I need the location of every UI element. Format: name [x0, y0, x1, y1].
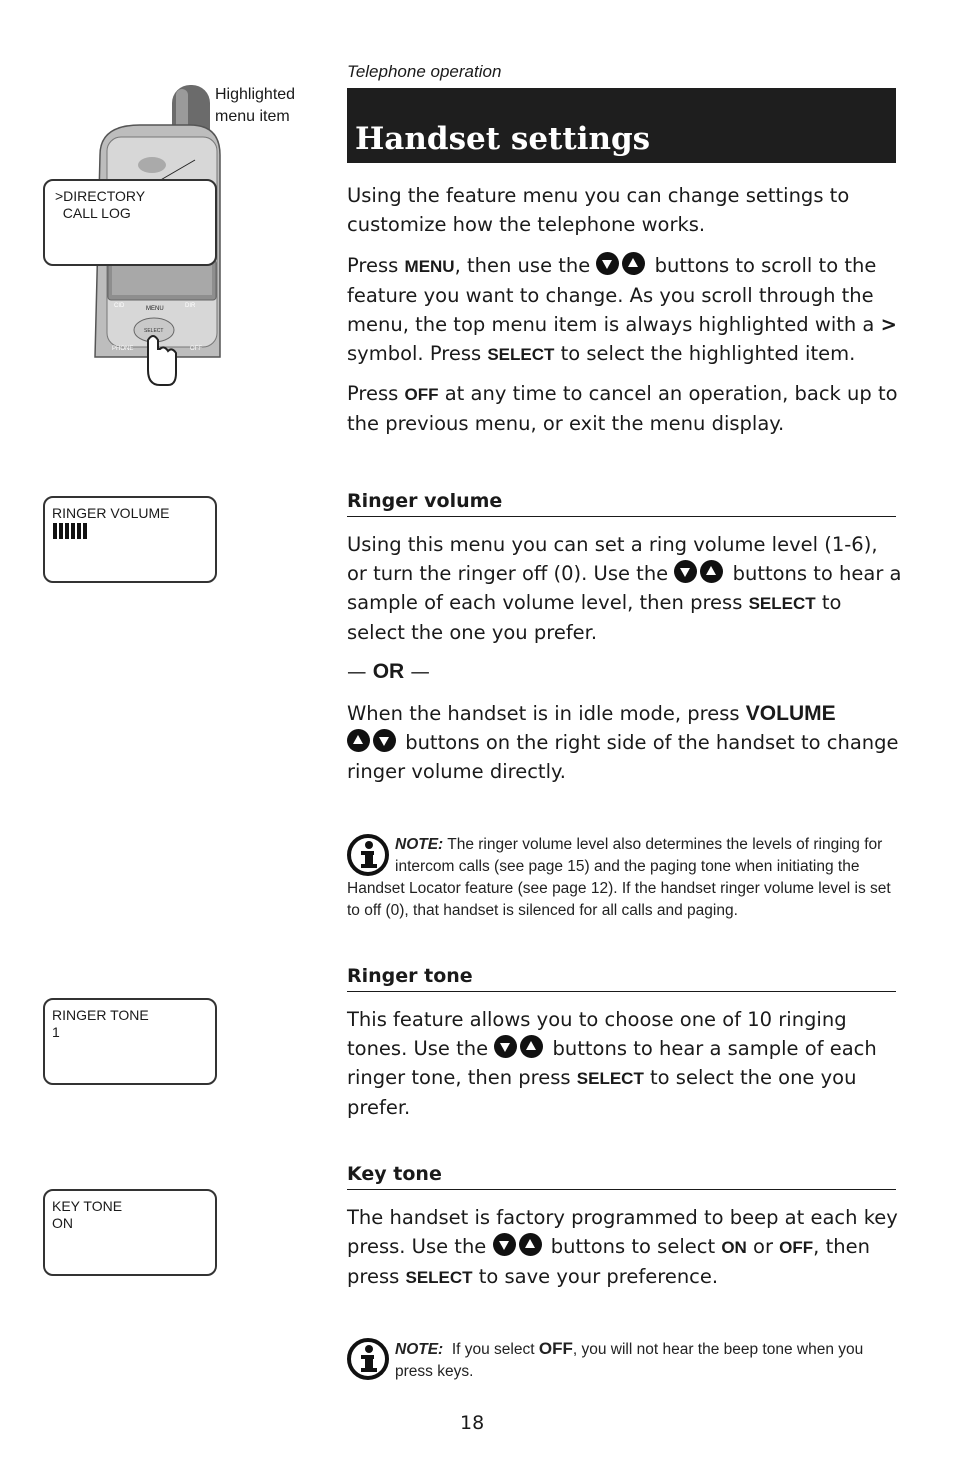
intro-paragraph-3: [347, 379, 902, 438]
text: This feature allows you to choose one of 10 ringing tones. Use the: [347, 1008, 847, 1060]
key-label-cid: CID: [114, 303, 125, 309]
note-label: NOTE:: [395, 836, 444, 853]
down-arrow-icon: [493, 1233, 516, 1256]
title-bar: [347, 88, 896, 163]
volume-bar: [65, 523, 69, 539]
or-label: OR: [372, 660, 405, 683]
down-arrow-icon: [596, 252, 619, 275]
text: When the handset is in idle mode, press: [347, 702, 746, 725]
intro-paragraph-1: Using the feature menu you can change settings to customize how the telephone works.: [347, 184, 850, 236]
volume-bar: [77, 523, 81, 539]
key-label-menu: MENU: [146, 306, 164, 312]
ringer-tone-screen: [43, 998, 217, 1085]
ringer-tone-paragraph: [347, 1005, 902, 1122]
screen-line2: 1: [52, 1024, 60, 1040]
callout-line1: Highlighted: [215, 86, 296, 103]
volume-bars: [53, 523, 87, 539]
screen-line2: CALL LOG: [55, 205, 131, 221]
text: , then press: [347, 1235, 870, 1288]
on-key: ON: [721, 1238, 747, 1257]
up-arrow-icon: [520, 1035, 543, 1058]
key-label-select: SELECT: [144, 328, 164, 334]
ringer-volume-note: [347, 834, 897, 922]
info-icon: [347, 834, 389, 878]
screen-line1: RINGER TONE: [52, 1007, 149, 1023]
select-key-label: SELECT: [405, 1268, 473, 1287]
down-arrow-icon: [674, 560, 697, 583]
screen-line1: KEY TONE: [52, 1198, 123, 1214]
note-text: The ringer volume level also determines the levels of ringing for intercom calls (see page 15) and the paging tone when initiating the Handset Locator feature (see page 12). If the handset ringer volume level is set to off (0), that handset is silenced for all calls and paging.: [347, 836, 891, 919]
note-text: , you will not hear the beep tone when you press keys.: [395, 1341, 864, 1380]
up-arrow-icon: [347, 729, 370, 752]
volume-bar: [83, 523, 87, 539]
key-tone-paragraph: [347, 1203, 902, 1292]
select-key-label: SELECT: [487, 345, 555, 364]
key-label-off: OFF: [190, 346, 202, 352]
page-title: Handset settings: [355, 121, 651, 157]
info-icon: [347, 1338, 389, 1382]
text: at any time to cancel an operation, back up to the previous menu, or exit the menu display.: [347, 382, 898, 435]
key-label-phone: PHONE: [112, 346, 134, 352]
screen-line2: ON: [52, 1215, 73, 1231]
text: Press: [347, 382, 405, 405]
text: Using this menu you can set a ring volume level (1-6), or turn the ringer off (0). Use the: [347, 533, 878, 585]
page-number: 18: [460, 1412, 485, 1434]
text: —: [347, 660, 373, 683]
text: symbol. Press: [347, 342, 488, 365]
text: to select the one you prefer.: [347, 591, 842, 644]
volume-key: VOLUME: [745, 702, 836, 725]
ringer-volume-heading: Ringer volume: [347, 490, 896, 517]
off-key: OFF: [538, 1339, 573, 1358]
up-arrow-icon: [622, 252, 645, 275]
text: , then use the: [454, 254, 597, 277]
text: Press: [347, 254, 405, 277]
text: to select the one you prefer.: [347, 1066, 857, 1119]
ringer-tone-heading: Ringer tone: [347, 965, 896, 992]
volume-bar: [59, 523, 63, 539]
key-tone-screen: [43, 1189, 217, 1276]
text: buttons to select: [544, 1235, 722, 1258]
earpiece: [138, 157, 166, 173]
callout-label: [215, 84, 295, 128]
screen-line1: >DIRECTORY: [55, 188, 146, 204]
up-arrow-icon: [519, 1233, 542, 1256]
ringer-volume-paragraph-1: [347, 530, 902, 647]
down-arrow-icon: [373, 729, 396, 752]
select-key-label: SELECT: [576, 1069, 644, 1088]
note-text: If you select: [443, 1341, 539, 1358]
text: buttons to hear a sample of each volume level, then press: [347, 562, 902, 614]
screen-line1: RINGER VOLUME: [52, 505, 170, 521]
text: buttons on the right side of the handset to change ringer volume directly.: [347, 731, 899, 783]
handset-lcd-glass: [112, 265, 212, 295]
volume-bar: [53, 523, 57, 539]
key-tone-heading: Key tone: [347, 1163, 896, 1190]
menu-key: MENU: [404, 257, 455, 276]
callout-line2: menu item: [215, 108, 290, 125]
text: to save your preference.: [472, 1265, 719, 1288]
note-label: NOTE:: [395, 1341, 444, 1358]
text: buttons to scroll to the feature you want to change. As you scroll through the menu, the top menu item is always highlighted with a: [347, 254, 881, 336]
down-arrow-icon: [494, 1035, 517, 1058]
text: or: [746, 1235, 780, 1258]
directory-screen: [43, 179, 217, 266]
ringer-volume-paragraph-2: [347, 699, 902, 786]
or-divider: [347, 657, 902, 686]
volume-bar: [71, 523, 75, 539]
select-key-label: SELECT: [748, 594, 816, 613]
text: buttons to hear a sample of each ringer tone, then press: [347, 1037, 877, 1089]
off-key: OFF: [404, 385, 439, 404]
text: —: [404, 660, 430, 683]
key-label-dir: DIR: [185, 303, 196, 309]
intro-paragraph-2: [347, 251, 902, 369]
off-key: OFF: [779, 1238, 814, 1257]
text: The handset is factory programmed to beep at each key press. Use the: [347, 1206, 898, 1258]
text: to select the highlighted item.: [554, 342, 856, 365]
gt-symbol: >: [880, 313, 897, 336]
section-label: Telephone operation: [347, 62, 502, 81]
up-arrow-icon: [700, 560, 723, 583]
key-tone-note: [347, 1338, 897, 1383]
ringer-volume-screen: [43, 496, 217, 583]
